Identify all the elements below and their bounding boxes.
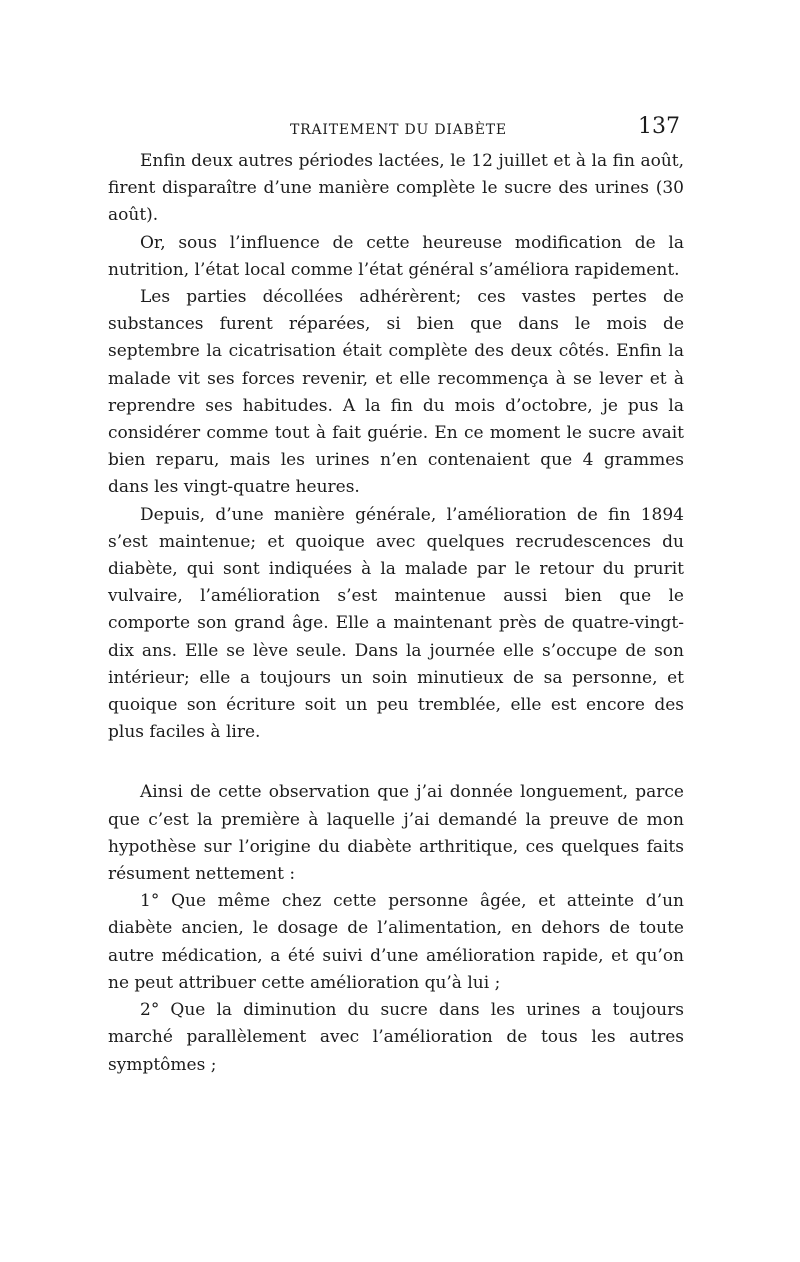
paragraph-lactation-periods: Enfin deux autres périodes lactées, le 12 juillet et à la fin août, firent disparaître d’une manière complète le sucre des urines (30 août). [108,151,684,226]
body-text [108,148,684,1079]
page-number: 137 [638,114,680,139]
paragraph-observation-summary: Ainsi de cette observation que j’ai donnée longuement, parce que c’est la première à laquelle j’ai demandé la preuve de mon hypothèse sur l’origine du diabète arthritique, ces quelques faits résument nettement : [108,782,684,885]
running-head [106,114,684,144]
paragraph-point-one: 1° Que même chez cette personne âgée, et atteinte d’un diabète ancien, le dosage de l’alimentation, en dehors de toute autre médication, a été suivi d’une amélioration rapide, et qu’on ne peut attribuer cette amélioration qu’à lui ; [108,891,684,993]
paragraph-point-two: 2° Que la diminution du sucre dans les urines a toujours marché parallèlement avec l’amélioration de tous les autres symptômes ; [108,1000,684,1075]
running-title: TRAITEMENT DU DIABÈTE [290,122,507,138]
paragraph-healing: Les parties décollées adhérèrent; ces vastes pertes de substances furent réparées, si bien que dans le mois de septembre la cicatrisation était complète des deux côtés. Enfin la malade vit ses forces revenir, et elle recommença à se lever et à reprendre ses habitudes. A la fin du mois d’octobre, je pus la considérer comme tout à fait guérie. En ce moment le sucre avait bien reparu, mais les urines n’en contenaient que 4 grammes dans les vingt-quatre heures. [108,287,684,498]
paragraph-maintained-improvement: Depuis, d’une manière générale, l’amélioration de fin 1894 s’est maintenue; et quoique avec quelques recrudescences du diabète, qui sont indiquées à la malade par le retour du prurit vulvaire, l’amélioration s’est maintenue aussi bien que le comporte son grand âge. Elle a maintenant près de quatre-vingt-dix ans. Elle se lève seule. Dans la journée elle s’occupe de son intérieur; elle a toujours un soin minutieux de sa personne, et quoique son écriture soit un peu tremblée, elle est encore des plus faciles à lire. [108,504,684,743]
paragraph-nutrition-improvement: Or, sous l’influence de cette heureuse modification de la nutrition, l’état local comme l’état général s’améliora rapidement. [108,232,684,280]
